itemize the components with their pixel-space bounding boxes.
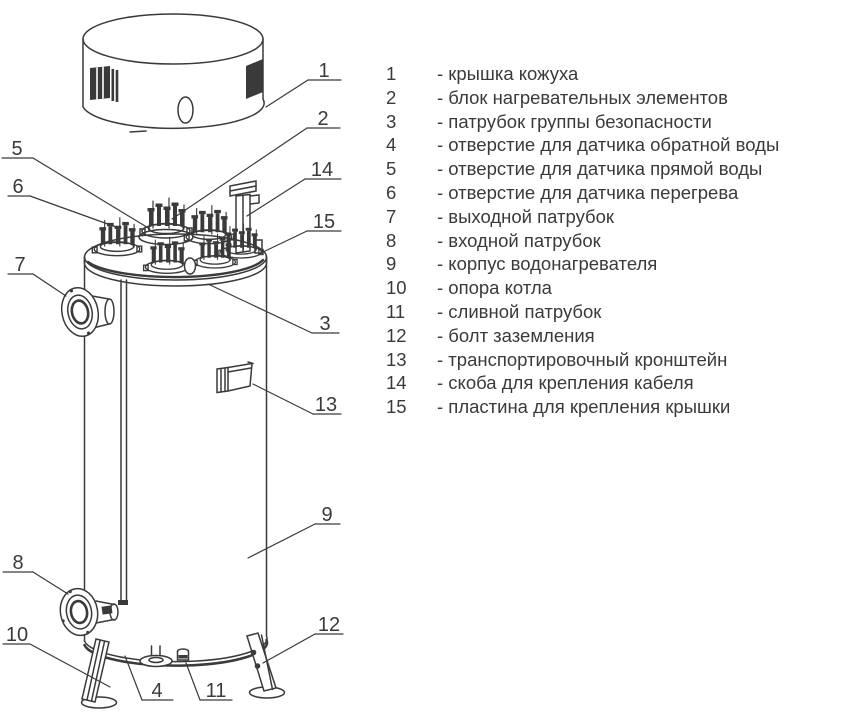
callout-label: 6 [12, 176, 24, 198]
legend-item-text: - болт заземления [437, 324, 595, 346]
legend-item-text: - корпус водонагревателя [437, 253, 658, 275]
legend-item-text: - блок нагревательных элементов [437, 86, 728, 108]
legend-item-text: - отверстие для датчика прямой воды [437, 158, 763, 180]
vent-slots-left [90, 66, 118, 102]
legend-item-number: 15 [386, 396, 407, 418]
callout-label: 15 [312, 211, 336, 233]
legend-item-number: 5 [386, 158, 397, 180]
legend-item-number: 1 [386, 63, 397, 84]
legend-item [386, 110, 779, 134]
inlet-flange [57, 586, 118, 639]
callout-label: 7 [14, 254, 26, 276]
legend-item-number: 2 [386, 86, 397, 108]
legend-item [386, 133, 779, 157]
grounding-bolt [255, 663, 261, 669]
legend-item-number: 8 [386, 229, 397, 251]
legend-item-number: 11 [386, 300, 406, 322]
legend-item-number: 12 [386, 324, 407, 346]
callouts [2, 60, 343, 702]
legend-item [386, 86, 779, 110]
outlet-flange [57, 284, 114, 339]
callout-label: 13 [314, 394, 338, 416]
legend-item [386, 181, 779, 205]
legend-item [386, 395, 779, 419]
legend-item-text: - отверстие для датчика обратной воды [437, 134, 780, 156]
vent-slots-right [246, 59, 263, 99]
callout-label: 1 [318, 60, 330, 82]
callout-7 [8, 254, 66, 296]
callout-label: 14 [310, 159, 334, 181]
callout-label: 4 [151, 680, 163, 702]
grounding-bolt [251, 650, 257, 656]
legend-item-text: - выходной патрубок [437, 205, 615, 227]
callout-label: 12 [317, 614, 341, 636]
drain-assembly [140, 646, 189, 667]
legend-item-text: - отверстие для датчика перегрева [437, 181, 739, 203]
callout-11 [186, 663, 232, 702]
callout-1 [266, 60, 341, 107]
callout-9 [248, 504, 340, 558]
callout-8 [3, 552, 68, 594]
drain-tube [118, 280, 128, 605]
legend-item [386, 205, 779, 229]
water-heater-diagram [0, 0, 370, 726]
support-legs [82, 633, 285, 708]
callout-label: 11 [205, 680, 227, 702]
legend-item-number: 9 [386, 253, 397, 275]
cap-keyhole [178, 97, 193, 123]
callout-label: 8 [12, 552, 24, 574]
legend-item [386, 300, 779, 324]
safety-group-socket [185, 258, 196, 274]
callout-label: 5 [11, 138, 23, 160]
legend-item-text: - пластина для крепления крышки [437, 396, 731, 418]
callout-15 [263, 211, 341, 252]
legend-item-number: 6 [386, 181, 397, 203]
legend-item-text: - крышка кожуха [437, 63, 579, 84]
legend-item-number: 3 [386, 110, 397, 132]
parts-legend [386, 62, 779, 419]
callout-label: 2 [317, 108, 329, 130]
callout-14 [247, 159, 341, 216]
callout-6 [8, 176, 116, 227]
callout-12 [263, 614, 343, 663]
legend-item-text: - транспортировочный кронштейн [437, 348, 728, 370]
callout-label: 10 [5, 624, 29, 646]
legend-item [386, 62, 779, 86]
legend-item [386, 348, 779, 372]
callout-5 [2, 138, 150, 229]
legend-item [386, 371, 779, 395]
legend-item [386, 276, 779, 300]
legend-item-text: - сливной патрубок [437, 300, 602, 322]
legend-item [386, 157, 779, 181]
legend-item [386, 229, 779, 253]
drain-pipe-fitting [178, 649, 189, 660]
legend-item [386, 252, 779, 276]
callout-label: 3 [319, 313, 331, 335]
cover-cap [83, 14, 264, 132]
legend-item-number: 4 [386, 134, 397, 156]
legend-item-text: - входной патрубок [437, 229, 601, 251]
legend-item-number: 14 [386, 372, 407, 394]
callout-3 [208, 284, 339, 335]
legend-item-number: 7 [386, 205, 397, 227]
legend-item-text: - опора котла [437, 277, 552, 299]
legend-item-number: 10 [386, 277, 407, 299]
transport-bracket [217, 362, 253, 393]
legend-item-text: - скоба для крепления кабеля [437, 372, 694, 394]
legend-item [386, 324, 779, 348]
legend-item-text: - патрубок группы безопасности [437, 110, 712, 132]
callout-label: 9 [321, 504, 333, 526]
legend-item-number: 13 [386, 348, 407, 370]
